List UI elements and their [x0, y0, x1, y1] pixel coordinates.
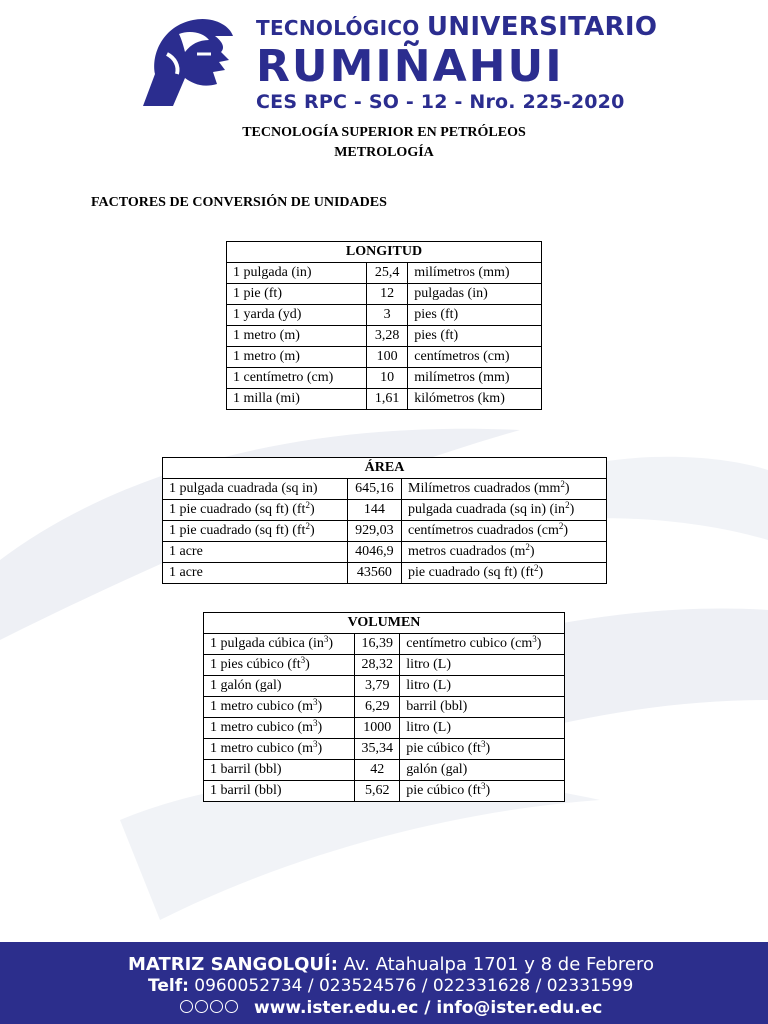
facebook-icon[interactable] [180, 1000, 193, 1013]
brand-rumiñahui: RUMIÑAHUI [256, 41, 564, 92]
conversion-factor: 3,79 [355, 676, 400, 697]
unit-from: 1 barril (bbl) [204, 760, 355, 781]
table-row [163, 542, 607, 563]
table-row [204, 760, 565, 781]
table-row [204, 634, 565, 655]
unit-from: 1 pie (ft) [227, 284, 367, 305]
table-row [227, 305, 542, 326]
conversion-factor: 1,61 [366, 389, 407, 410]
conversion-factor: 25,4 [366, 263, 407, 284]
brand-universitario: UNIVERSITARIO [426, 12, 658, 42]
unit-from: 1 pie cuadrado (sq ft) $(ft^2)$ [163, 500, 348, 521]
conversion-factor: 3,28 [366, 326, 407, 347]
unit-to: pie cúbico $(ft^3)$ [400, 739, 565, 760]
conversion-factor: 3 [366, 305, 407, 326]
youtube-icon[interactable] [225, 1000, 238, 1013]
warrior-head-logo-icon [133, 14, 235, 108]
unit-to: litro (L) [400, 718, 565, 739]
unit-from: 1 centímetro (cm) [227, 368, 367, 389]
instagram-icon[interactable] [195, 1000, 208, 1013]
conversion-factor: 42 [355, 760, 400, 781]
unit-from: 1 galón (gal) [204, 676, 355, 697]
unit-to: milímetros (mm) [408, 368, 542, 389]
table-row [227, 284, 542, 305]
document-titles [0, 123, 768, 163]
unit-from: 1 pies cúbico $(ft^3)$ [204, 655, 355, 676]
table-row [227, 368, 542, 389]
unit-to: pie cuadrado (sq ft) $(ft^2)$ [402, 563, 607, 584]
unit-to: pulgada cuadrada (sq in) $(in^2)$ [402, 500, 607, 521]
unit-from: 1 milla (mi) [227, 389, 367, 410]
address-text: Av. Atahualpa 1701 y 8 de Febrero [343, 954, 654, 975]
phone-numbers: 0960052734 / 023524576 / 022331628 / 02331599 [194, 976, 634, 996]
institution-name [256, 12, 658, 113]
conversion-factor: 100 [366, 347, 407, 368]
unit-to: centímetros (cm) [408, 347, 542, 368]
table-title: VOLUMEN [204, 613, 565, 634]
unit-to: litro (L) [400, 676, 565, 697]
table-row [163, 479, 607, 500]
unit-to: centímetro cubico $(cm^3)$ [400, 634, 565, 655]
table-row [204, 781, 565, 802]
unit-from: 1 metro cubico $(m^3)$ [204, 718, 355, 739]
unit-to: pies (ft) [408, 326, 542, 347]
address-label: MATRIZ SANGOLQUÍ: [128, 954, 338, 975]
unit-to: barril (bbl) [400, 697, 565, 718]
section-title: FACTORES DE CONVERSIÓN DE UNIDADES [91, 195, 387, 210]
phone-label: Telf: [148, 976, 189, 996]
unit-to: kilómetros (km) [408, 389, 542, 410]
conversion-factor: 929,03 [347, 521, 401, 542]
table-row [204, 697, 565, 718]
unit-from: 1 pie cuadrado (sq ft) $(ft^2)$ [163, 521, 348, 542]
longitud-table [226, 241, 542, 410]
unit-to: milímetros (mm) [408, 263, 542, 284]
unit-from: 1 acre [163, 542, 348, 563]
twitter-icon[interactable] [210, 1000, 223, 1013]
conversion-factor: 1000 [355, 718, 400, 739]
area-table [162, 457, 607, 584]
conversion-factor: 6,29 [355, 697, 400, 718]
conversion-factor: 10 [366, 368, 407, 389]
subject-title: METROLOGÍA [334, 145, 434, 160]
table-row [227, 389, 542, 410]
table-row [163, 500, 607, 521]
footer-web-link[interactable]: www.ister.edu.ec / info@ister.edu.ec [254, 998, 603, 1018]
table-row [227, 347, 542, 368]
conversion-factor: 12 [366, 284, 407, 305]
conversion-factor: 28,32 [355, 655, 400, 676]
table-row [163, 563, 607, 584]
conversion-factor: 16,39 [355, 634, 400, 655]
unit-to: centímetros cuadrados $(cm^2)$ [402, 521, 607, 542]
unit-from: 1 barril (bbl) [204, 781, 355, 802]
unit-from: 1 metro cubico $(m^3)$ [204, 697, 355, 718]
unit-to: pie cúbico $(ft^3)$ [400, 781, 565, 802]
table-row [204, 676, 565, 697]
conversion-factor: 35,34 [355, 739, 400, 760]
table-row [204, 655, 565, 676]
conversion-factor: 144 [347, 500, 401, 521]
brand-prefix: TECNOLÓGICO [256, 16, 420, 40]
conversion-factor: 5,62 [355, 781, 400, 802]
conversion-factor: 645,16 [347, 479, 401, 500]
unit-to: metros cuadrados $(m^2)$ [402, 542, 607, 563]
unit-from: 1 yarda (yd) [227, 305, 367, 326]
unit-from: 1 acre [163, 563, 348, 584]
table-row [204, 739, 565, 760]
table-title: ÁREA [163, 458, 607, 479]
unit-to: Milímetros cuadrados $(mm^2)$ [402, 479, 607, 500]
unit-from: 1 metro (m) [227, 347, 367, 368]
unit-from: 1 metro cubico $(m^3)$ [204, 739, 355, 760]
unit-to: galón (gal) [400, 760, 565, 781]
footer-bar [0, 942, 768, 1024]
table-row [227, 263, 542, 284]
conversion-factor: 43560 [347, 563, 401, 584]
unit-to: pies (ft) [408, 305, 542, 326]
unit-to: litro (L) [400, 655, 565, 676]
unit-from: 1 pulgada cúbica $(in^3)$ [204, 634, 355, 655]
social-icons [180, 1000, 238, 1013]
table-row [204, 718, 565, 739]
table-row [163, 521, 607, 542]
unit-from: 1 pulgada cuadrada (sq in) [163, 479, 348, 500]
conversion-factor: 4046,9 [347, 542, 401, 563]
footer-phones [148, 976, 633, 996]
footer-address [128, 954, 654, 975]
unit-to: pulgadas (in) [408, 284, 542, 305]
program-title: TECNOLOGÍA SUPERIOR EN PETRÓLEOS [242, 125, 526, 140]
volumen-table [203, 612, 565, 802]
unit-from: 1 pulgada (in) [227, 263, 367, 284]
brand-registration: CES RPC - SO - 12 - Nro. 225-2020 [256, 91, 625, 113]
table-row [227, 326, 542, 347]
table-title: LONGITUD [227, 242, 542, 263]
unit-from: 1 metro (m) [227, 326, 367, 347]
